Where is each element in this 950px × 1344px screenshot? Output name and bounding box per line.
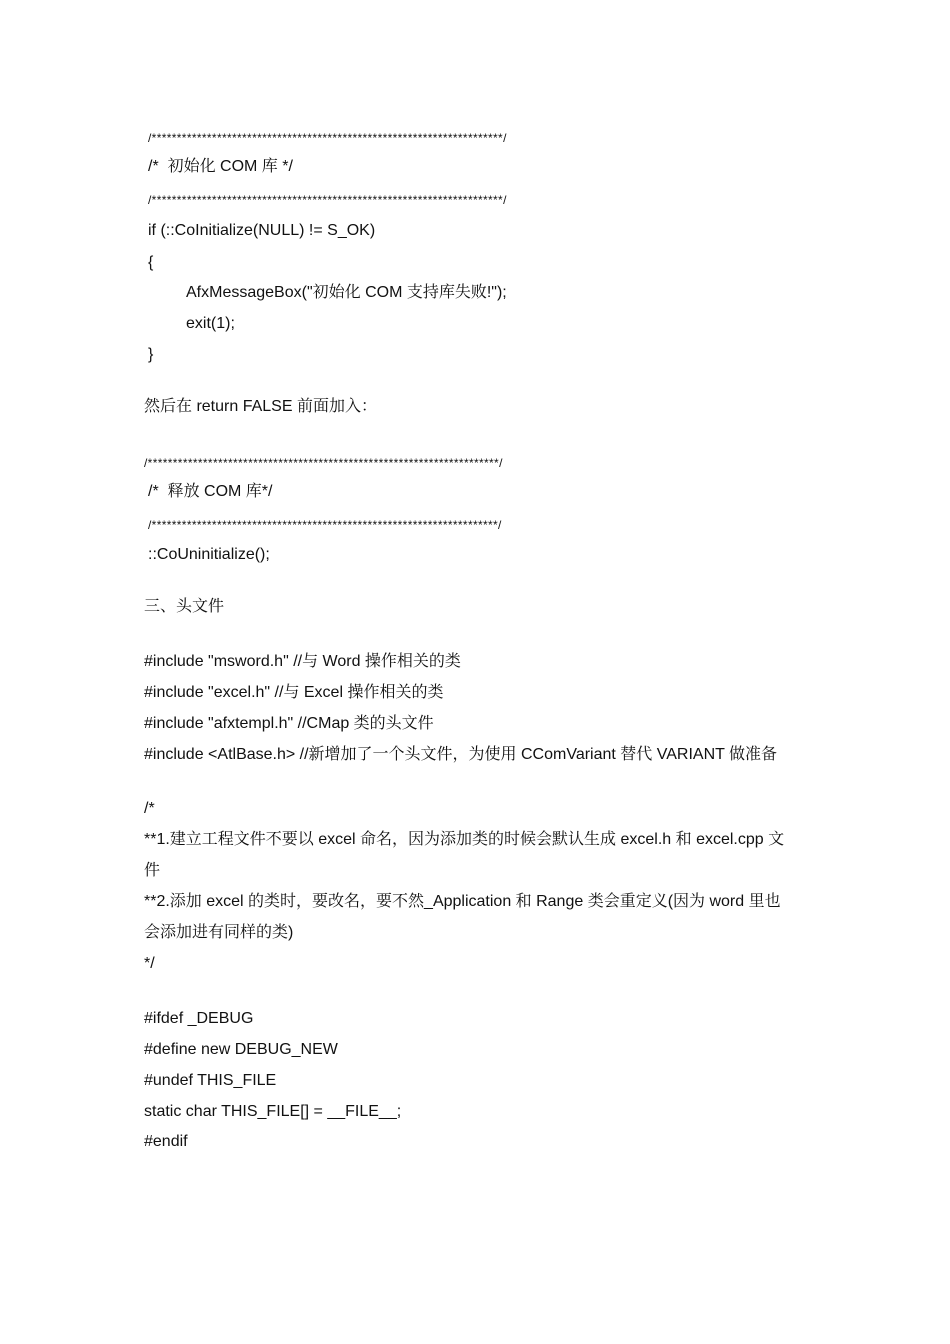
debug-line: #define new DEBUG_NEW (144, 1041, 338, 1058)
note-1-line-1: **1.建立工程文件不要以 excel 命名，因为添加类的时候会默认生成 excel.h 和 excel.cpp 文 (144, 831, 785, 848)
if-statement: if (::CoInitialize(NULL) != S_OK) (148, 222, 376, 239)
close-brace: } (148, 346, 154, 363)
include-line: #include "excel.h" //与 Excel 操作相关的类 (144, 684, 444, 701)
comment-border-bottom: /**********************************************************************/ (148, 193, 507, 207)
section-title: 三、头文件 (144, 598, 225, 615)
release-border-bottom: /*********************************************************************/ (148, 518, 502, 532)
release-border-top: /**********************************************************************/ (144, 456, 503, 470)
exit-statement: exit(1); (186, 315, 235, 332)
init-comment: /* 初始化 COM 库 */ (148, 158, 293, 175)
include-line: #include "msword.h" //与 Word 操作相关的类 (144, 653, 461, 670)
comment-border-top: /**********************************************************************/ (148, 131, 507, 145)
note-1-line-2: 件 (144, 862, 161, 879)
note-2-line-2: 会添加进有同样的类) (144, 924, 294, 941)
include-line: #include "afxtempl.h" //CMap 类的头文件 (144, 715, 434, 732)
debug-line: #endif (144, 1133, 188, 1150)
notes-open: /* (144, 800, 155, 817)
instruction-text: 然后在 return FALSE 前面加入： (144, 398, 377, 415)
open-brace: { (148, 254, 154, 271)
uninitialize-call: ::CoUninitialize(); (148, 546, 270, 563)
debug-line: #ifdef _DEBUG (144, 1010, 254, 1027)
include-line: #include <AtlBase.h> //新增加了一个头文件，为使用 CComVariant 替代 VARIANT 做准备 (144, 746, 778, 763)
debug-line: #undef THIS_FILE (144, 1072, 277, 1089)
debug-line: static char THIS_FILE[] = __FILE__; (144, 1103, 402, 1120)
msgbox-statement: AfxMessageBox("初始化 COM 支持库失败!"); (186, 284, 507, 301)
note-2-line-1: **2.添加 excel 的类时，要改名，要不然_Application 和 Range 类会重定义(因为 word 里也 (144, 893, 781, 910)
release-comment: /* 释放 COM 库*/ (148, 483, 273, 500)
notes-close: */ (144, 955, 155, 972)
